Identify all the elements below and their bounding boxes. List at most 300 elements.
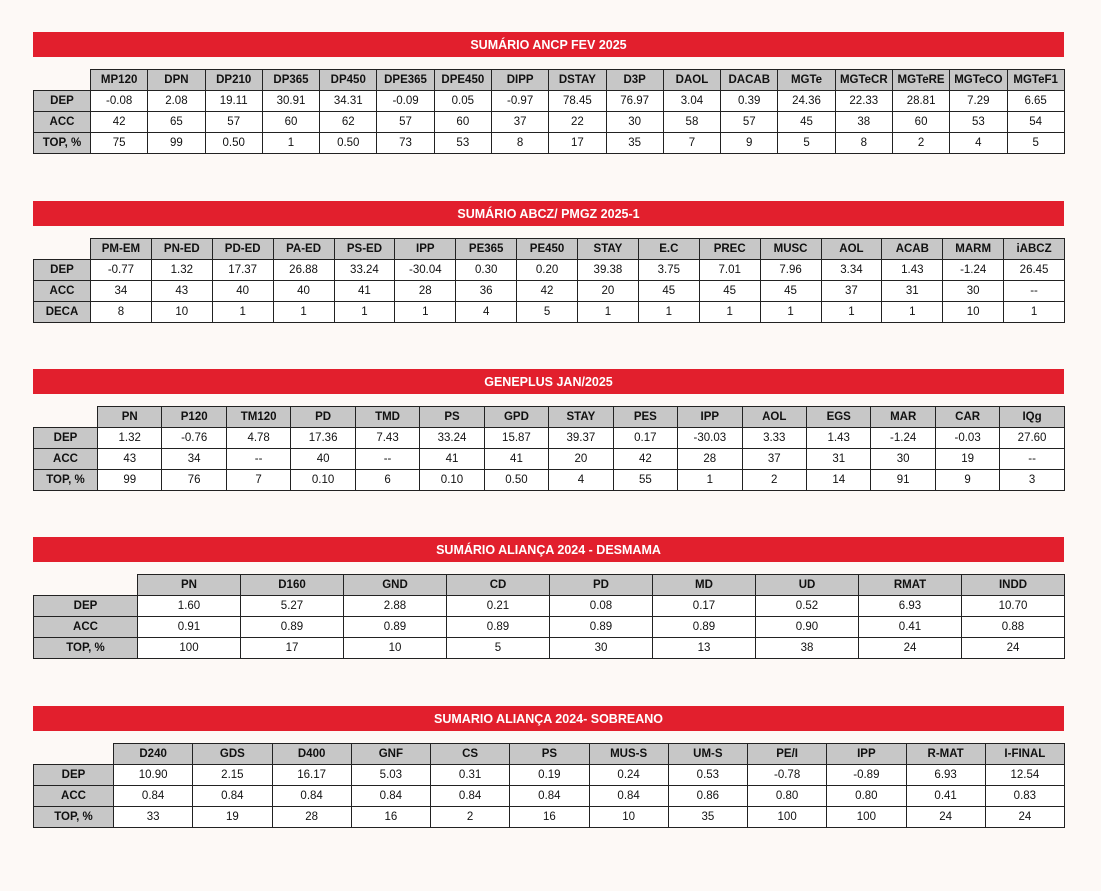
column-header: CS — [431, 744, 510, 765]
value-cell: 26.45 — [1004, 260, 1065, 281]
value-cell: -- — [355, 449, 419, 470]
value-cell: 3.04 — [663, 91, 720, 112]
table-row — [34, 786, 1065, 807]
value-cell: 0.89 — [447, 617, 550, 638]
value-cell: 0.10 — [291, 470, 355, 491]
column-header: MP120 — [91, 70, 148, 91]
value-cell: 5 — [447, 638, 550, 659]
value-cell: 0.84 — [114, 786, 193, 807]
value-cell: 1 — [638, 302, 699, 323]
column-header: MUSC — [760, 239, 821, 260]
column-header: EGS — [806, 407, 870, 428]
value-cell: 30 — [871, 449, 935, 470]
value-cell: 1 — [882, 302, 943, 323]
value-cell: 19 — [935, 449, 999, 470]
value-cell: 0.31 — [431, 765, 510, 786]
row-label: ACC — [34, 786, 114, 807]
value-cell: 6.93 — [859, 596, 962, 617]
row-label: DEP — [34, 428, 98, 449]
value-cell: 91 — [871, 470, 935, 491]
value-cell: 5 — [1007, 133, 1064, 154]
value-cell: 78.45 — [549, 91, 606, 112]
value-cell: 3.75 — [638, 260, 699, 281]
value-cell: 2.88 — [344, 596, 447, 617]
summary-table — [33, 574, 1065, 659]
header-row — [34, 239, 1065, 260]
value-cell: 42 — [91, 112, 148, 133]
value-cell: 0.84 — [431, 786, 510, 807]
value-cell: 3 — [1000, 470, 1064, 491]
value-cell: 0.41 — [906, 786, 985, 807]
column-header: STAY — [578, 239, 639, 260]
value-cell: 10 — [589, 807, 668, 828]
value-cell: 12.54 — [985, 765, 1064, 786]
value-cell: 16 — [510, 807, 589, 828]
value-cell: 8 — [835, 133, 892, 154]
value-cell: 53 — [434, 133, 491, 154]
value-cell: 75 — [91, 133, 148, 154]
column-header: DP210 — [205, 70, 262, 91]
corner-cell — [34, 70, 91, 91]
summary-section — [33, 32, 1064, 154]
summary-table — [33, 69, 1065, 154]
value-cell: 1 — [1004, 302, 1065, 323]
column-header: MGTeCR — [835, 70, 892, 91]
header-row — [34, 70, 1065, 91]
value-cell: 31 — [882, 281, 943, 302]
value-cell: 20 — [578, 281, 639, 302]
column-header: D240 — [114, 744, 193, 765]
value-cell: 6.65 — [1007, 91, 1064, 112]
value-cell: 0.80 — [748, 786, 827, 807]
column-header: RMAT — [859, 575, 962, 596]
value-cell: 55 — [613, 470, 677, 491]
value-cell: 0.52 — [756, 596, 859, 617]
section-title: GENEPLUS JAN/2025 — [33, 369, 1064, 394]
value-cell: 5 — [778, 133, 835, 154]
column-header: IPP — [678, 407, 742, 428]
value-cell: 7.01 — [699, 260, 760, 281]
value-cell: 0.20 — [517, 260, 578, 281]
column-header: IQg — [1000, 407, 1064, 428]
column-header: MGTe — [778, 70, 835, 91]
value-cell: 17.37 — [212, 260, 273, 281]
value-cell: 37 — [491, 112, 548, 133]
value-cell: 27.60 — [1000, 428, 1064, 449]
value-cell: -0.89 — [827, 765, 906, 786]
column-header: PD-ED — [212, 239, 273, 260]
column-header: UM-S — [668, 744, 747, 765]
value-cell: 0.84 — [272, 786, 351, 807]
value-cell: 0.50 — [484, 470, 548, 491]
value-cell: 0.88 — [962, 617, 1065, 638]
value-cell: 57 — [205, 112, 262, 133]
column-header: PS — [420, 407, 484, 428]
value-cell: 41 — [484, 449, 548, 470]
value-cell: 28 — [678, 449, 742, 470]
summary-section — [33, 706, 1064, 828]
value-cell: 1 — [334, 302, 395, 323]
column-header: MGTeRE — [892, 70, 949, 91]
value-cell: 4 — [549, 470, 613, 491]
value-cell: 1 — [212, 302, 273, 323]
value-cell: 33 — [114, 807, 193, 828]
value-cell: 28 — [395, 281, 456, 302]
value-cell: 5.03 — [351, 765, 430, 786]
column-header: PM-EM — [91, 239, 152, 260]
value-cell: 28.81 — [892, 91, 949, 112]
value-cell: 45 — [778, 112, 835, 133]
section-title: SUMÁRIO ABCZ/ PMGZ 2025-1 — [33, 201, 1064, 226]
value-cell: 60 — [434, 112, 491, 133]
column-header: DIPP — [491, 70, 548, 91]
value-cell: 1 — [262, 133, 319, 154]
value-cell: 0.84 — [193, 786, 272, 807]
row-label: ACC — [34, 449, 98, 470]
value-cell: 22.33 — [835, 91, 892, 112]
value-cell: 34 — [162, 449, 226, 470]
value-cell: 0.21 — [447, 596, 550, 617]
value-cell: 0.89 — [344, 617, 447, 638]
value-cell: 4.78 — [226, 428, 290, 449]
column-header: AOL — [742, 407, 806, 428]
value-cell: 2.15 — [193, 765, 272, 786]
value-cell: 37 — [742, 449, 806, 470]
column-header: DPN — [148, 70, 205, 91]
value-cell: 60 — [892, 112, 949, 133]
summary-section — [33, 201, 1064, 323]
column-header: GND — [344, 575, 447, 596]
value-cell: 24.36 — [778, 91, 835, 112]
value-cell: 0.86 — [668, 786, 747, 807]
value-cell: 30 — [943, 281, 1004, 302]
value-cell: 7.96 — [760, 260, 821, 281]
value-cell: 10.70 — [962, 596, 1065, 617]
value-cell: 38 — [756, 638, 859, 659]
table-row — [34, 449, 1065, 470]
value-cell: 2 — [431, 807, 510, 828]
value-cell: 5 — [517, 302, 578, 323]
value-cell: 40 — [212, 281, 273, 302]
column-header: IPP — [827, 744, 906, 765]
value-cell: -30.03 — [678, 428, 742, 449]
value-cell: 1 — [760, 302, 821, 323]
column-header: PREC — [699, 239, 760, 260]
column-header: PE365 — [456, 239, 517, 260]
value-cell: 4 — [456, 302, 517, 323]
value-cell: 13 — [653, 638, 756, 659]
value-cell: 0.53 — [668, 765, 747, 786]
row-label: DECA — [34, 302, 91, 323]
value-cell: 99 — [148, 133, 205, 154]
value-cell: 45 — [760, 281, 821, 302]
column-header: TM120 — [226, 407, 290, 428]
summary-section — [33, 537, 1064, 659]
header-row — [34, 407, 1065, 428]
column-header: I-FINAL — [985, 744, 1064, 765]
value-cell: 57 — [377, 112, 434, 133]
value-cell: 30 — [550, 638, 653, 659]
column-header: PS-ED — [334, 239, 395, 260]
value-cell: 0.39 — [721, 91, 778, 112]
value-cell: 8 — [91, 302, 152, 323]
value-cell: 1 — [578, 302, 639, 323]
value-cell: 17 — [549, 133, 606, 154]
value-cell: 45 — [699, 281, 760, 302]
value-cell: 54 — [1007, 112, 1064, 133]
value-cell: 10 — [151, 302, 212, 323]
column-header: PN-ED — [151, 239, 212, 260]
column-header: PD — [291, 407, 355, 428]
value-cell: -30.04 — [395, 260, 456, 281]
table-row — [34, 281, 1065, 302]
summary-table — [33, 743, 1065, 828]
value-cell: 38 — [835, 112, 892, 133]
value-cell: 57 — [721, 112, 778, 133]
value-cell: 0.89 — [550, 617, 653, 638]
value-cell: 0.05 — [434, 91, 491, 112]
value-cell: 1 — [678, 470, 742, 491]
column-header: DP450 — [320, 70, 377, 91]
value-cell: 1.32 — [151, 260, 212, 281]
column-header: DPE365 — [377, 70, 434, 91]
column-header: DP365 — [262, 70, 319, 91]
column-header: PD — [550, 575, 653, 596]
value-cell: 0.41 — [859, 617, 962, 638]
column-header: D400 — [272, 744, 351, 765]
column-header: MGTeCO — [950, 70, 1007, 91]
value-cell: 24 — [985, 807, 1064, 828]
value-cell: -- — [1004, 281, 1065, 302]
value-cell: 4 — [950, 133, 1007, 154]
value-cell: 10 — [943, 302, 1004, 323]
value-cell: 53 — [950, 112, 1007, 133]
value-cell: 37 — [821, 281, 882, 302]
value-cell: -0.08 — [91, 91, 148, 112]
column-header: CD — [447, 575, 550, 596]
value-cell: 39.37 — [549, 428, 613, 449]
column-header: INDD — [962, 575, 1065, 596]
value-cell: 0.83 — [985, 786, 1064, 807]
summary-table — [33, 238, 1065, 323]
value-cell: -1.24 — [943, 260, 1004, 281]
value-cell: 76 — [162, 470, 226, 491]
table-row — [34, 470, 1065, 491]
value-cell: 2.08 — [148, 91, 205, 112]
column-header: iABCZ — [1004, 239, 1065, 260]
header-row — [34, 744, 1065, 765]
value-cell: 17.36 — [291, 428, 355, 449]
row-label: TOP, % — [34, 638, 138, 659]
value-cell: 1 — [699, 302, 760, 323]
table-row — [34, 428, 1065, 449]
value-cell: 60 — [262, 112, 319, 133]
value-cell: 73 — [377, 133, 434, 154]
value-cell: 2 — [742, 470, 806, 491]
table-row — [34, 617, 1065, 638]
value-cell: 36 — [456, 281, 517, 302]
value-cell: 1 — [395, 302, 456, 323]
column-header: P120 — [162, 407, 226, 428]
value-cell: 100 — [827, 807, 906, 828]
value-cell: 2 — [892, 133, 949, 154]
value-cell: 34.31 — [320, 91, 377, 112]
value-cell: 30.91 — [262, 91, 319, 112]
value-cell: -0.76 — [162, 428, 226, 449]
column-header: PS — [510, 744, 589, 765]
value-cell: -- — [226, 449, 290, 470]
value-cell: 1 — [821, 302, 882, 323]
value-cell: 7.43 — [355, 428, 419, 449]
table-row — [34, 765, 1065, 786]
value-cell: 1.32 — [98, 428, 162, 449]
column-header: E.C — [638, 239, 699, 260]
value-cell: 20 — [549, 449, 613, 470]
value-cell: 6.93 — [906, 765, 985, 786]
value-cell: 15.87 — [484, 428, 548, 449]
value-cell: 1.43 — [882, 260, 943, 281]
value-cell: 39.38 — [578, 260, 639, 281]
column-header: TMD — [355, 407, 419, 428]
value-cell: 10 — [344, 638, 447, 659]
value-cell: 0.89 — [241, 617, 344, 638]
value-cell: 35 — [668, 807, 747, 828]
value-cell: -0.77 — [91, 260, 152, 281]
value-cell: 0.50 — [205, 133, 262, 154]
value-cell: 0.08 — [550, 596, 653, 617]
value-cell: 1.60 — [138, 596, 241, 617]
value-cell: 0.84 — [351, 786, 430, 807]
column-header: ACAB — [882, 239, 943, 260]
column-header: CAR — [935, 407, 999, 428]
column-header: MUS-S — [589, 744, 668, 765]
table-row — [34, 91, 1065, 112]
value-cell: 42 — [517, 281, 578, 302]
value-cell: 24 — [906, 807, 985, 828]
value-cell: -- — [1000, 449, 1064, 470]
corner-cell — [34, 744, 114, 765]
corner-cell — [34, 575, 138, 596]
corner-cell — [34, 239, 91, 260]
value-cell: 76.97 — [606, 91, 663, 112]
value-cell: 43 — [151, 281, 212, 302]
column-header: DSTAY — [549, 70, 606, 91]
value-cell: 3.34 — [821, 260, 882, 281]
value-cell: 43 — [98, 449, 162, 470]
section-title: SUMÁRIO ANCP FEV 2025 — [33, 32, 1064, 57]
column-header: PA-ED — [273, 239, 334, 260]
row-label: DEP — [34, 765, 114, 786]
column-header: D160 — [241, 575, 344, 596]
row-label: DEP — [34, 91, 91, 112]
table-row — [34, 807, 1065, 828]
value-cell: 31 — [806, 449, 870, 470]
value-cell: 33.24 — [420, 428, 484, 449]
value-cell: 40 — [273, 281, 334, 302]
column-header: DAOL — [663, 70, 720, 91]
summary-section — [33, 369, 1064, 491]
value-cell: 10.90 — [114, 765, 193, 786]
row-label: DEP — [34, 596, 138, 617]
column-header: D3P — [606, 70, 663, 91]
value-cell: 5.27 — [241, 596, 344, 617]
value-cell: 0.17 — [653, 596, 756, 617]
value-cell: 0.80 — [827, 786, 906, 807]
column-header: DPE450 — [434, 70, 491, 91]
value-cell: 1.43 — [806, 428, 870, 449]
table-row — [34, 260, 1065, 281]
column-header: R-MAT — [906, 744, 985, 765]
value-cell: 35 — [606, 133, 663, 154]
value-cell: -0.03 — [935, 428, 999, 449]
value-cell: 14 — [806, 470, 870, 491]
column-header: PE450 — [517, 239, 578, 260]
column-header: STAY — [549, 407, 613, 428]
value-cell: 6 — [355, 470, 419, 491]
column-header: PN — [98, 407, 162, 428]
value-cell: 45 — [638, 281, 699, 302]
value-cell: 9 — [721, 133, 778, 154]
value-cell: 0.89 — [653, 617, 756, 638]
column-header: MGTeF1 — [1007, 70, 1064, 91]
row-label: ACC — [34, 617, 138, 638]
table-row — [34, 133, 1065, 154]
table-row — [34, 302, 1065, 323]
value-cell: 0.19 — [510, 765, 589, 786]
table-row — [34, 596, 1065, 617]
table-row — [34, 112, 1065, 133]
row-label: TOP, % — [34, 133, 91, 154]
value-cell: 7 — [226, 470, 290, 491]
column-header: IPP — [395, 239, 456, 260]
value-cell: 9 — [935, 470, 999, 491]
value-cell: 0.91 — [138, 617, 241, 638]
column-header: AOL — [821, 239, 882, 260]
value-cell: 19 — [193, 807, 272, 828]
value-cell: 22 — [549, 112, 606, 133]
column-header: GPD — [484, 407, 548, 428]
row-label: ACC — [34, 112, 91, 133]
value-cell: 40 — [291, 449, 355, 470]
value-cell: 100 — [138, 638, 241, 659]
value-cell: 100 — [748, 807, 827, 828]
value-cell: 0.17 — [613, 428, 677, 449]
value-cell: 7.29 — [950, 91, 1007, 112]
value-cell: 0.10 — [420, 470, 484, 491]
value-cell: 26.88 — [273, 260, 334, 281]
column-header: MARM — [943, 239, 1004, 260]
column-header: GDS — [193, 744, 272, 765]
value-cell: 0.84 — [589, 786, 668, 807]
column-header: GNF — [351, 744, 430, 765]
value-cell: 8 — [491, 133, 548, 154]
column-header: PE/I — [748, 744, 827, 765]
value-cell: 99 — [98, 470, 162, 491]
value-cell: 0.84 — [510, 786, 589, 807]
value-cell: 16 — [351, 807, 430, 828]
row-label: TOP, % — [34, 807, 114, 828]
value-cell: 0.50 — [320, 133, 377, 154]
column-header: PN — [138, 575, 241, 596]
value-cell: 24 — [962, 638, 1065, 659]
value-cell: 0.90 — [756, 617, 859, 638]
value-cell: 24 — [859, 638, 962, 659]
value-cell: 41 — [420, 449, 484, 470]
header-row — [34, 575, 1065, 596]
value-cell: 33.24 — [334, 260, 395, 281]
value-cell: 17 — [241, 638, 344, 659]
table-row — [34, 638, 1065, 659]
